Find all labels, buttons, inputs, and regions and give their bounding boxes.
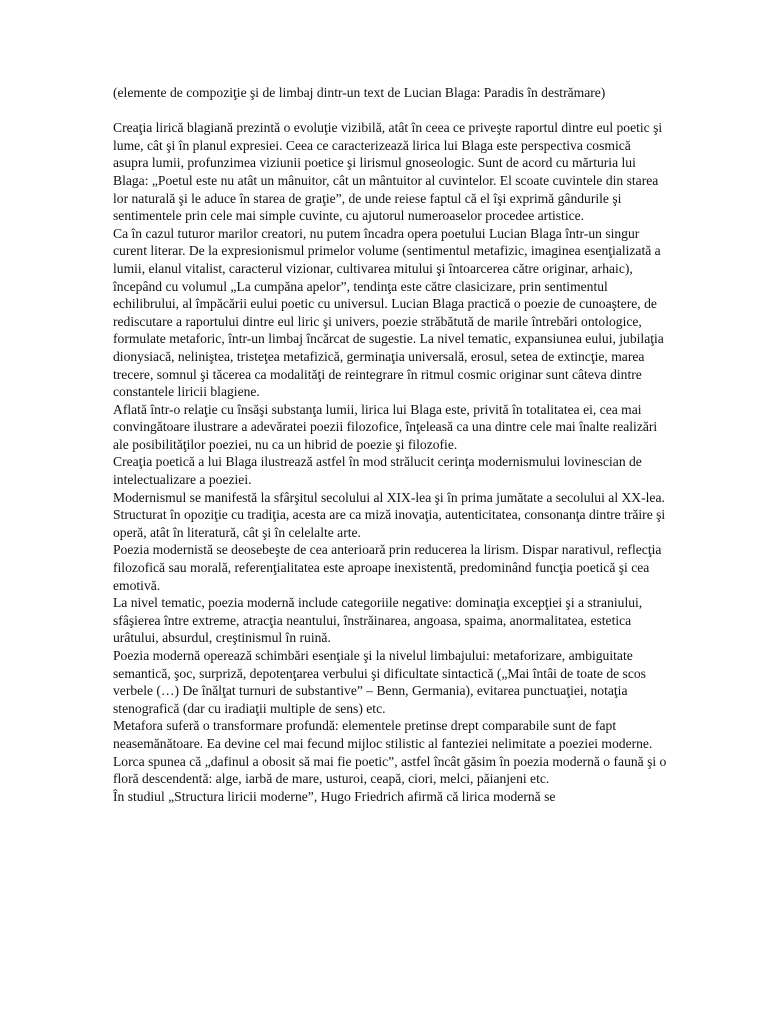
paragraph: Creaţia lirică blagiană prezintă o evoluţie vizibilă, atât în ceea ce priveşte raportul dintre eul poetic şi lume, cât şi în planul expresiei. Ceea ce caracterizează lirica lui Blaga este perspectiva cosmică asupra lumii, profunzimea viziunii poetice şi lirismul gnoseologic. Sunt de acord cu mărturia lui Blaga: „Poetul este nu atât un mânuitor, cât un mântuitor al cuvintelor. El scoate cuvintele din starea lor naturală şi le aduce în starea de graţie”, de unde reiese faptul că el îşi exprimă gândurile şi sentimentele prin cele mai simple cuvinte, cu ajutorul numeroaselor procedee artistice. — [113, 120, 663, 224]
paragraph: Poezia modernistă se deosebeşte de cea anterioară prin reducerea la lirism. Dispar narativul, reflecţia filozofică sau morală, referenţialitatea este aproape inexistentă, predominând funcţia poetică şi cea emotivă. — [113, 542, 662, 593]
paragraph: Lorca spunea că „dafinul a obosit să mai fie poetic”, astfel încât găsim în poezia modernă o faună şi o floră descendentă: alge, iarbă de mare, usturoi, ceapă, ciori, melci, păianjeni etc. — [113, 753, 667, 787]
paragraph: Creaţia poetică a lui Blaga ilustrează astfel în mod strălucit cerinţa modernismului lovinescian de intelectualizare a poeziei. — [113, 454, 642, 488]
document-body — [113, 119, 668, 805]
paragraph: Poezia modernă operează schimbări esenţiale şi la nivelul limbajului: metaforizare, ambiguitate semantică, şoc, surpriză, depotenţarea verbului şi dificultate sintactică („Mai întâi de toate de scos verbele (…) De înălţat turnuri de substantive” – Benn, Germania), evitarea punctuaţiei, notaţia stenografică (dar cu iradiaţii multiple de sens) etc. — [113, 648, 646, 716]
paragraph: În studiul „Structura liricii moderne”, Hugo Friedrich afirmă că lirica modernă se — [113, 788, 556, 804]
paragraph: Modernismul se manifestă la sfârşitul secolului al XIX-lea şi în prima jumătate a secolului al XX-lea. Structurat în opoziţie cu tradiţia, acesta are ca miză inovaţia, autenticitatea, consonanţa dintre trăire şi operă, atât în literatură, cât şi în celelalte arte. — [113, 489, 666, 540]
document-subtitle: (elemente de compoziţie şi de limbaj dintr-un text de Lucian Blaga: Paradis în destrămare) — [113, 85, 606, 100]
paragraph: Ca în cazul tuturor marilor creatori, nu putem încadra opera poetului Lucian Blaga într-un singur curent literar. De la expresionismul primelor volume (sentimentul metafizic, imaginea esenţializată a lumii, elanul vitalist, caracterul vizionar, cultivarea mitului şi întoarcerea către originar, arhaic), începând cu volumul „La cumpăna apelor”, tendinţa este către clasicizare, prin sentimentul echilibrului, al împăcării eului poetic cu universul. Lucian Blaga practică o poezie de cunoaştere, de rediscutare a raportului dintre eul liric şi univers, poezie străbătută de marile întrebări ontologice, formulate metaforic, într-un limbaj încărcat de sugestie. La nivel tematic, expansiunea eului, jubilaţia dionysiacă, neliniştea, tristeţea metafizică, germinaţia universală, erosul, setea de extincţie, marea trecere, somnul şi tăcerea ca modalităţi de reintegrare în ritmul cosmic originar sunt câteva dintre constantele liricii blagiene. — [113, 225, 664, 400]
paragraph: La nivel tematic, poezia modernă include categoriile negative: dominaţia excepţiei şi a straniului, sfâşierea între extreme, atracţia neantului, înstrăinarea, angoasa, spaima, anormalitatea, estetica urâtului, absurdul, creştinismul în ruină. — [113, 595, 643, 646]
paragraph: Metafora suferă o transformare profundă: elementele pretinse drept comparabile sunt de fapt neasemănătoare. Ea devine cel mai fecund mijloc stilistic al fanteziei nelimitate a poeziei moderne. — [113, 718, 653, 751]
paragraph: Aflată într-o relaţie cu însăşi substanţa lumii, lirica lui Blaga este, privită în totalitatea ei, cea mai convingătoare ilustrare a adevăratei poezii filozofice, înţeleasă ca una dintre cele mai înalte realizări ale posibilităţilor poeziei, nu ca un hibrid de poezie şi filozofie. — [113, 401, 658, 452]
